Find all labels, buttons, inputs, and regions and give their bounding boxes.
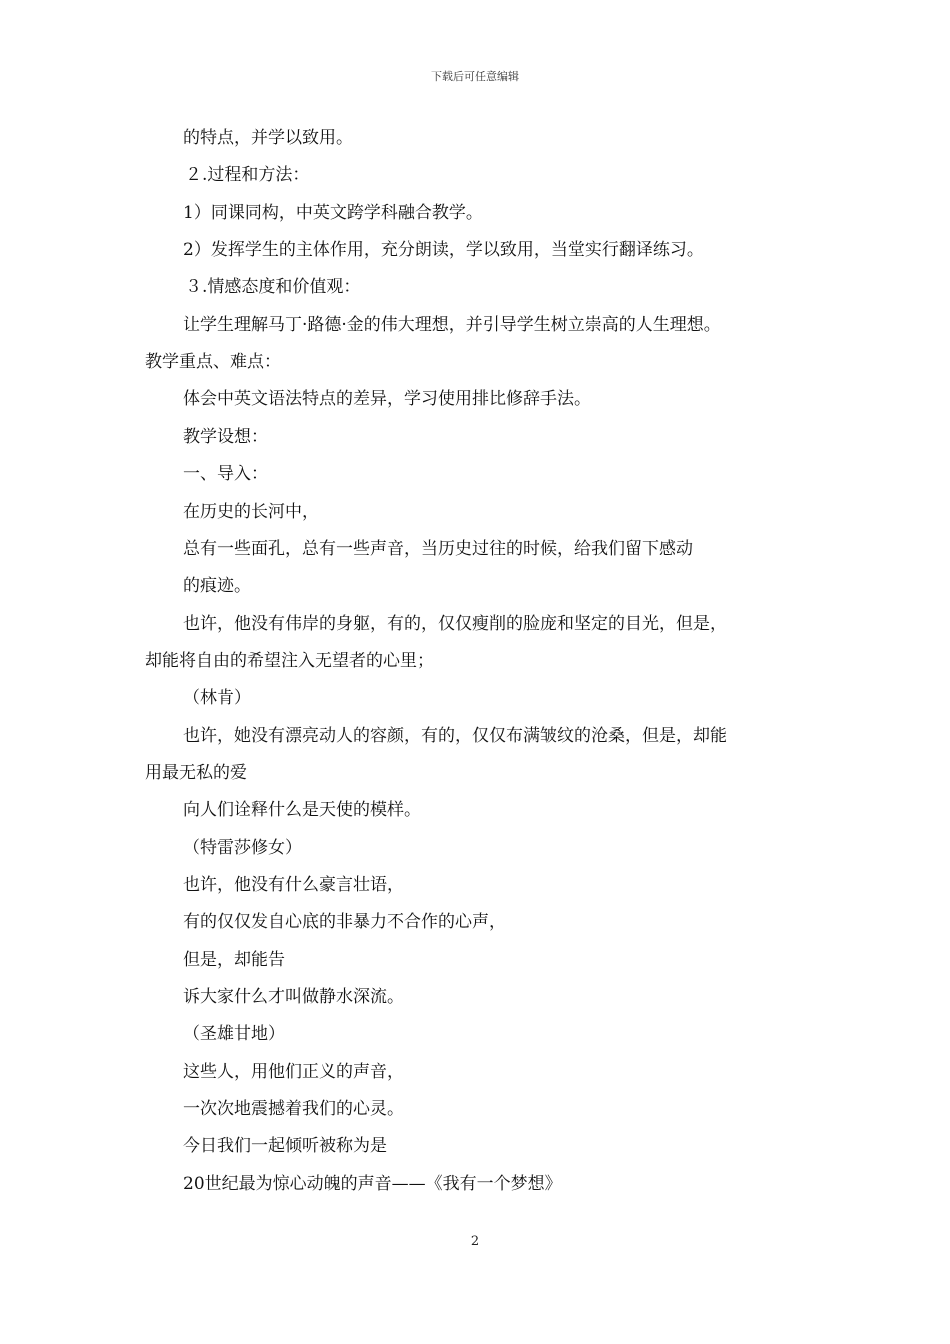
body-line: 但是，却能告 bbox=[183, 950, 285, 970]
body-line: 2）发挥学生的主体作用，充分朗读，学以致用，当堂实行翻译练习。 bbox=[183, 240, 704, 260]
body-line: （特雷莎修女） bbox=[183, 838, 302, 858]
body-line: 向人们诠释什么是天使的模样。 bbox=[183, 800, 421, 820]
body-line: 今日我们一起倾听被称为是 bbox=[183, 1136, 387, 1156]
body-line: 也许，她没有漂亮动人的容颜，有的，仅仅布满皱纹的沧桑，但是，却能 bbox=[183, 726, 727, 746]
body-line: 诉大家什么才叫做静水深流。 bbox=[183, 987, 404, 1007]
body-line: 这些人，用他们正义的声音， bbox=[183, 1062, 404, 1082]
body-line: 的痕迹。 bbox=[183, 576, 251, 596]
body-line: （林肯） bbox=[183, 688, 251, 708]
body-line: 总有一些面孔，总有一些声音，当历史过往的时候，给我们留下感动 bbox=[183, 539, 693, 559]
body-line: （圣雄甘地） bbox=[183, 1024, 285, 1044]
body-line: 也许，他没有伟岸的身躯，有的，仅仅瘦削的脸庞和坚定的目光，但是， bbox=[183, 614, 727, 634]
page-number: 2 bbox=[470, 1234, 480, 1249]
body-line: 一次次地震撼着我们的心灵。 bbox=[183, 1099, 404, 1119]
body-line: 教学设想： bbox=[183, 427, 268, 447]
body-line: 体会中英文语法特点的差异，学习使用排比修辞手法。 bbox=[183, 389, 591, 409]
body-line: 用最无私的爱 bbox=[145, 763, 247, 783]
body-line: ２.过程和方法： bbox=[185, 165, 310, 185]
section-heading: 教学重点、难点： bbox=[145, 352, 281, 372]
body-line: 一、导入： bbox=[183, 464, 268, 484]
page-header: 下载后可任意编辑 bbox=[431, 70, 519, 83]
body-line: 却能将自由的希望注入无望者的心里； bbox=[145, 651, 434, 671]
body-line: 在历史的长河中， bbox=[183, 502, 319, 522]
body-line: 20世纪最为惊心动魄的声音——《我有一个梦想》 bbox=[183, 1174, 562, 1194]
body-line: 也许，他没有什么豪言壮语， bbox=[183, 875, 404, 895]
body-line: 让学生理解马丁·路德·金的伟大理想，并引导学生树立崇高的人生理想。 bbox=[183, 315, 721, 335]
body-line: 有的仅仅发自心底的非暴力不合作的心声， bbox=[183, 912, 506, 932]
body-line: ３.情感态度和价值观： bbox=[185, 277, 361, 297]
body-line: 1）同课同构，中英文跨学科融合教学。 bbox=[183, 203, 483, 223]
body-line: 的特点，并学以致用。 bbox=[183, 128, 353, 148]
